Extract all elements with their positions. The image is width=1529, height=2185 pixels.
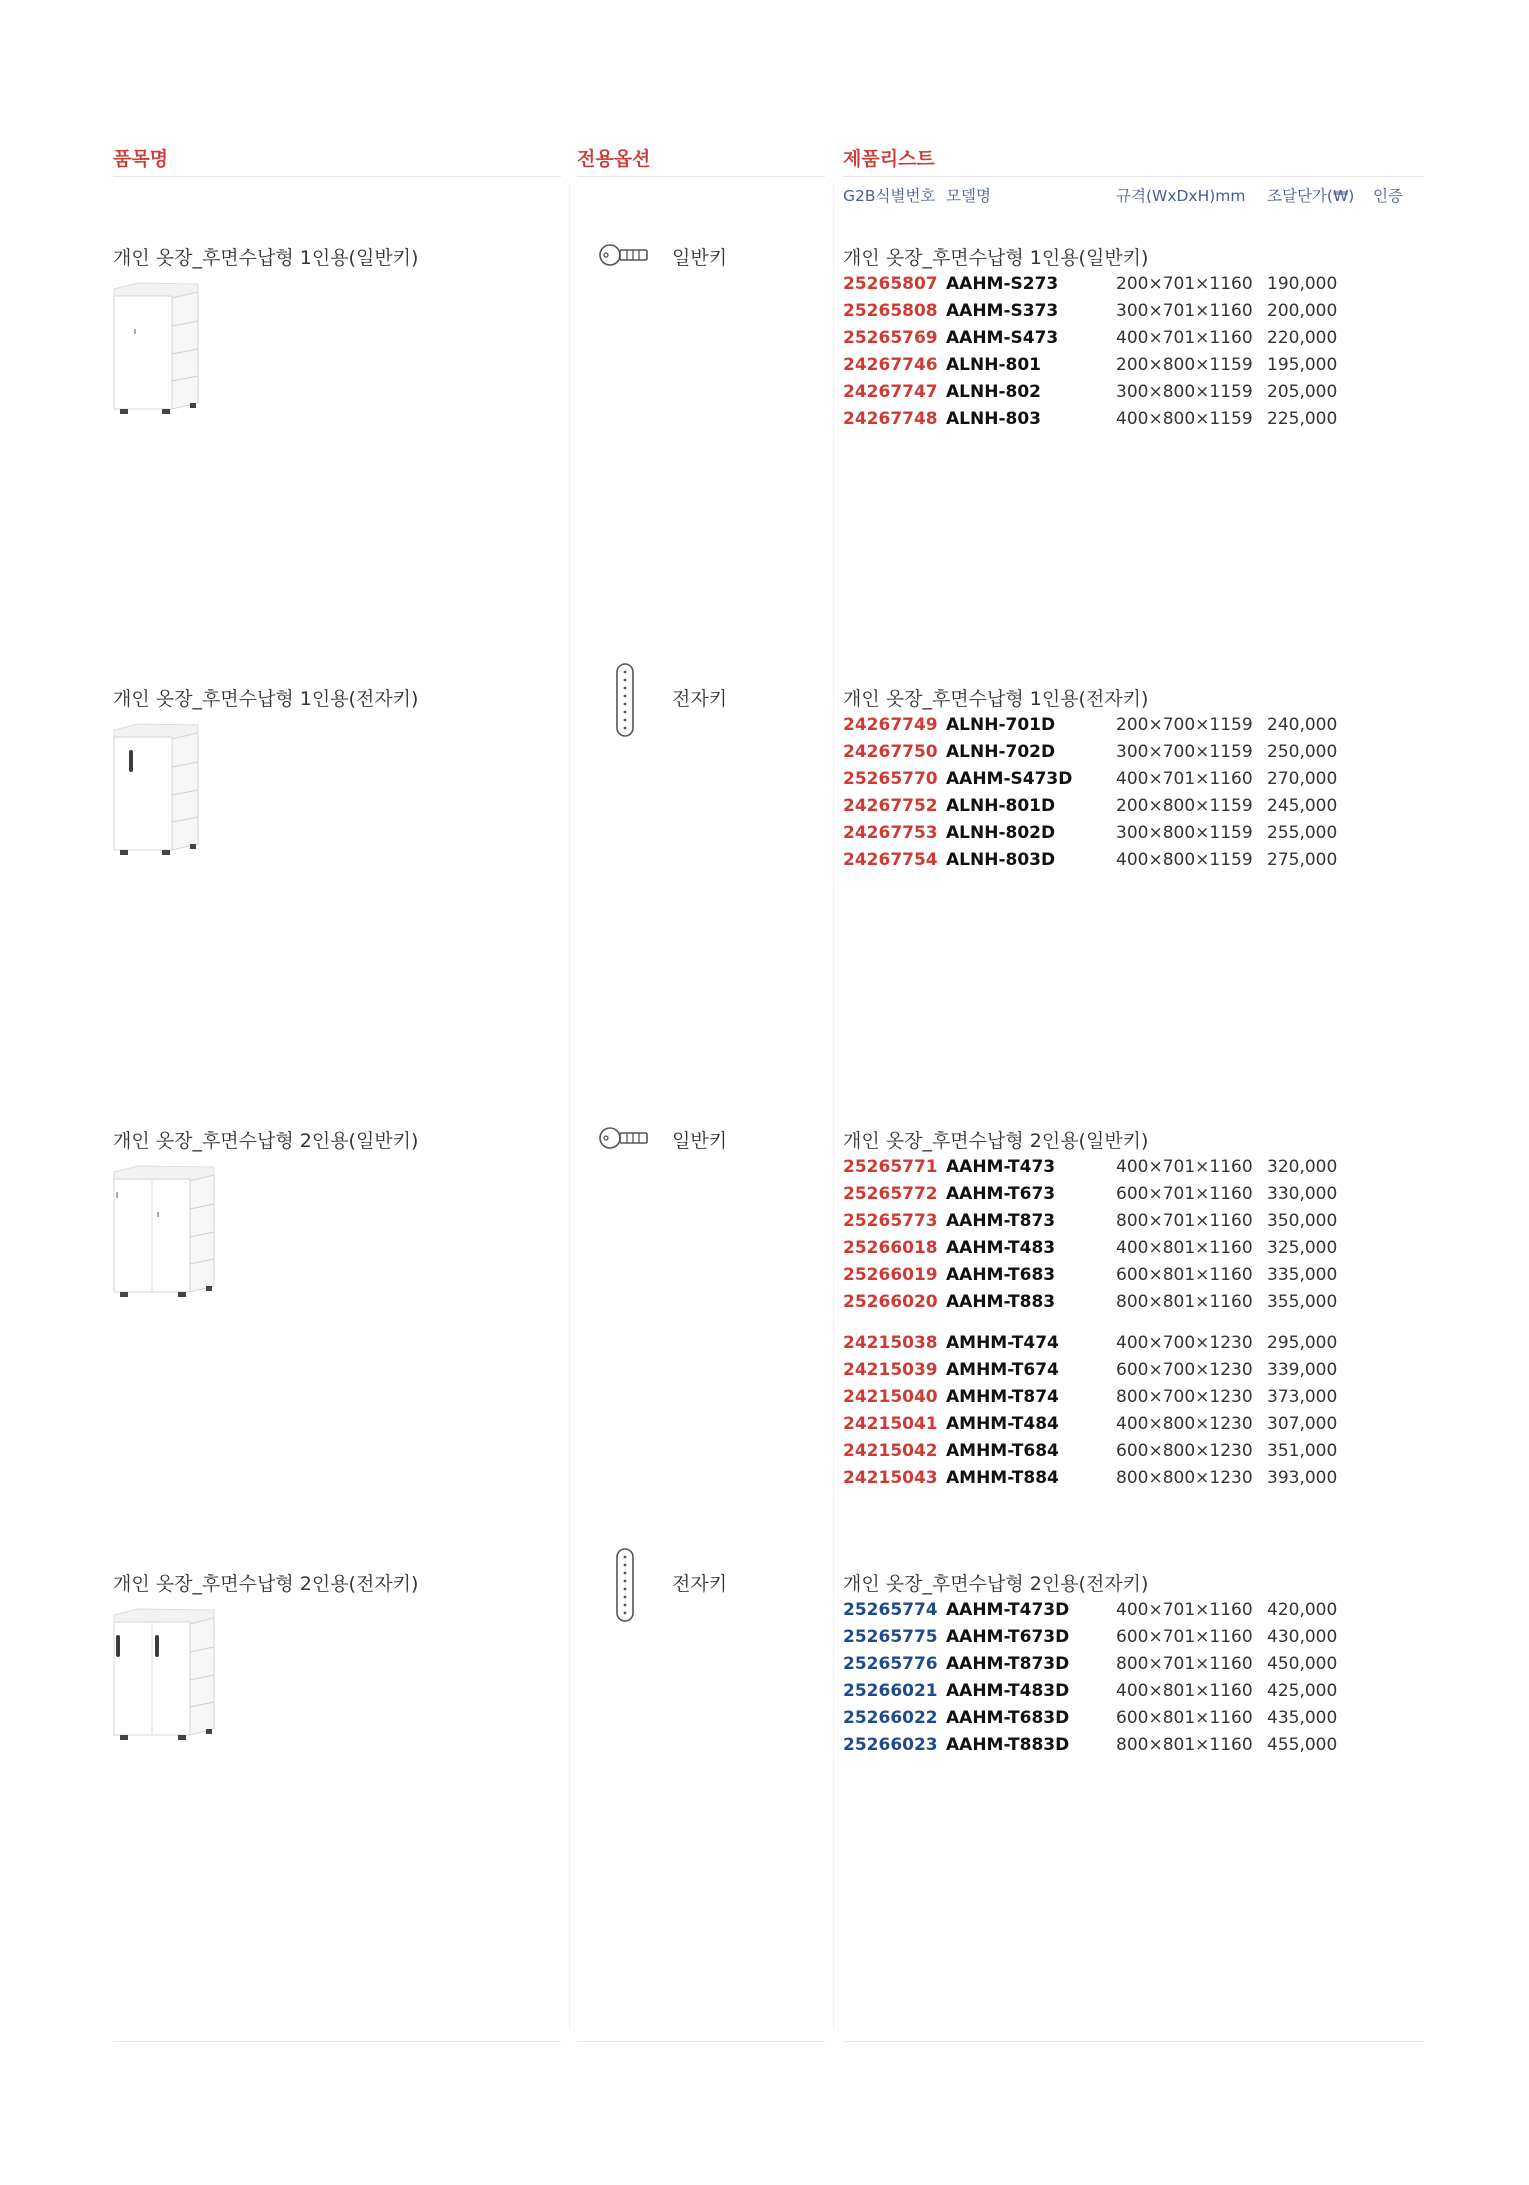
product-list-title: 개인 옷장_후면수납형 2인용(일반키) [843,1130,1149,1152]
colhead-cert: 인증 [1373,187,1403,205]
model-cell: ALNH-702D [946,742,1056,762]
product-list-title: 개인 옷장_후면수납형 1인용(일반키) [843,247,1149,269]
price-cell: 205,000 [1267,382,1338,402]
g2b-id-cell: 25266019 [843,1265,938,1285]
g2b-id-cell: 25265772 [843,1184,938,1204]
model-cell: AMHM-T474 [946,1333,1059,1353]
spec-cell: 300×701×1160 [1116,301,1253,321]
g2b-id-cell: 24215041 [843,1414,938,1434]
g2b-id-cell: 25265771 [843,1157,938,1177]
g2b-id-cell: 24267748 [843,409,938,429]
header-divider [577,176,825,177]
model-cell: AAHM-T673D [946,1627,1070,1647]
model-cell: AAHM-T473D [946,1600,1070,1620]
spec-cell: 600×801×1160 [1116,1708,1253,1728]
g2b-id-cell: 24267752 [843,796,938,816]
electronic-lock-icon [614,1547,636,1623]
spec-cell: 600×800×1230 [1116,1441,1253,1461]
price-cell: 339,000 [1267,1360,1338,1380]
price-cell: 455,000 [1267,1735,1338,1755]
colhead-spec: 규격(WxDxH)mm [1116,187,1246,205]
footer-divider [113,2041,561,2042]
key-icon [597,243,653,267]
key-icon [597,1126,653,1150]
colhead-g2b-id: G2B식별번호 [843,187,936,205]
colhead-model: 모델명 [946,187,991,205]
item-title: 개인 옷장_후면수납형 2인용(일반키) [113,1130,419,1152]
price-cell: 350,000 [1267,1211,1338,1231]
price-cell: 255,000 [1267,823,1338,843]
price-cell: 335,000 [1267,1265,1338,1285]
spec-cell: 200×800×1159 [1116,355,1253,375]
spec-cell: 400×800×1159 [1116,409,1253,429]
g2b-id-cell: 24267753 [843,823,938,843]
spec-cell: 800×801×1160 [1116,1292,1253,1312]
spec-cell: 400×701×1160 [1116,328,1253,348]
option-label: 전자키 [672,1573,728,1595]
spec-cell: 400×800×1159 [1116,850,1253,870]
g2b-id-cell: 25265773 [843,1211,938,1231]
model-cell: ALNH-802 [946,382,1041,402]
electronic-lock-icon [614,662,636,738]
spec-cell: 800×800×1230 [1116,1468,1253,1488]
item-title: 개인 옷장_후면수납형 1인용(전자키) [113,688,419,710]
option-label: 일반키 [672,1130,728,1152]
spec-cell: 400×700×1230 [1116,1333,1253,1353]
model-cell: ALNH-803 [946,409,1041,429]
g2b-id-cell: 25265770 [843,769,938,789]
g2b-id-cell: 25266023 [843,1735,938,1755]
spec-cell: 800×701×1160 [1116,1211,1253,1231]
price-cell: 240,000 [1267,715,1338,735]
spec-cell: 200×701×1160 [1116,274,1253,294]
cabinet-thumbnail [112,722,202,862]
model-cell: ALNH-701D [946,715,1056,735]
model-cell: AAHM-T883D [946,1735,1070,1755]
cabinet-thumbnail [112,1607,217,1747]
price-cell: 250,000 [1267,742,1338,762]
g2b-id-cell: 25265774 [843,1600,938,1620]
price-cell: 430,000 [1267,1627,1338,1647]
header-divider [843,176,1424,177]
spec-cell: 300×700×1159 [1116,742,1253,762]
spec-cell: 800×700×1230 [1116,1387,1253,1407]
price-cell: 420,000 [1267,1600,1338,1620]
column-divider [569,185,570,2030]
g2b-id-cell: 24267750 [843,742,938,762]
g2b-id-cell: 25266020 [843,1292,938,1312]
model-cell: AAHM-T483D [946,1681,1070,1701]
spec-cell: 800×801×1160 [1116,1735,1253,1755]
g2b-id-cell: 25265776 [843,1654,938,1674]
spec-cell: 400×801×1160 [1116,1681,1253,1701]
price-cell: 355,000 [1267,1292,1338,1312]
model-cell: AAHM-S473D [946,769,1073,789]
spec-cell: 400×801×1160 [1116,1238,1253,1258]
spec-cell: 300×800×1159 [1116,382,1253,402]
option-label: 일반키 [672,247,728,269]
product-list-title: 개인 옷장_후면수납형 2인용(전자키) [843,1573,1149,1595]
price-cell: 195,000 [1267,355,1338,375]
g2b-id-cell: 24267754 [843,850,938,870]
spec-cell: 800×701×1160 [1116,1654,1253,1674]
spec-cell: 400×800×1230 [1116,1414,1253,1434]
price-cell: 393,000 [1267,1468,1338,1488]
price-cell: 270,000 [1267,769,1338,789]
model-cell: AAHM-S473 [946,328,1059,348]
colhead-price: 조달단가(₩) [1267,187,1355,205]
spec-cell: 400×701×1160 [1116,1157,1253,1177]
price-cell: 325,000 [1267,1238,1338,1258]
price-cell: 435,000 [1267,1708,1338,1728]
price-cell: 330,000 [1267,1184,1338,1204]
g2b-id-cell: 25265769 [843,328,938,348]
cabinet-thumbnail [112,281,202,421]
g2b-id-cell: 25266021 [843,1681,938,1701]
price-cell: 351,000 [1267,1441,1338,1461]
price-cell: 245,000 [1267,796,1338,816]
g2b-id-cell: 24267746 [843,355,938,375]
g2b-id-cell: 24215038 [843,1333,938,1353]
cabinet-thumbnail [112,1164,217,1304]
spec-cell: 600×701×1160 [1116,1627,1253,1647]
model-cell: ALNH-803D [946,850,1056,870]
column-divider [833,185,834,2030]
header-divider [113,176,561,177]
model-cell: ALNH-801 [946,355,1041,375]
g2b-id-cell: 25266022 [843,1708,938,1728]
model-cell: AAHM-T683D [946,1708,1070,1728]
g2b-id-cell: 24215043 [843,1468,938,1488]
model-cell: AMHM-T874 [946,1387,1059,1407]
spec-cell: 600×801×1160 [1116,1265,1253,1285]
price-cell: 225,000 [1267,409,1338,429]
g2b-id-cell: 25265775 [843,1627,938,1647]
price-cell: 450,000 [1267,1654,1338,1674]
footer-divider [843,2041,1424,2042]
spec-cell: 300×800×1159 [1116,823,1253,843]
model-cell: AAHM-T873 [946,1211,1056,1231]
spec-cell: 200×800×1159 [1116,796,1253,816]
model-cell: AAHM-T883 [946,1292,1056,1312]
price-cell: 373,000 [1267,1387,1338,1407]
model-cell: AMHM-T674 [946,1360,1059,1380]
spec-cell: 400×701×1160 [1116,769,1253,789]
model-cell: ALNH-801D [946,796,1056,816]
model-cell: AAHM-S373 [946,301,1059,321]
price-cell: 190,000 [1267,274,1338,294]
item-title: 개인 옷장_후면수납형 1인용(일반키) [113,247,419,269]
g2b-id-cell: 25265808 [843,301,938,321]
model-cell: ALNH-802D [946,823,1056,843]
g2b-id-cell: 24267747 [843,382,938,402]
price-cell: 200,000 [1267,301,1338,321]
header-option: 전용옵션 [577,148,651,170]
price-cell: 307,000 [1267,1414,1338,1434]
header-product-list: 제품리스트 [843,148,935,170]
g2b-id-cell: 24267749 [843,715,938,735]
g2b-id-cell: 25266018 [843,1238,938,1258]
option-label: 전자키 [672,688,728,710]
price-cell: 295,000 [1267,1333,1338,1353]
spec-cell: 200×700×1159 [1116,715,1253,735]
header-item-name: 품목명 [113,148,169,170]
price-cell: 275,000 [1267,850,1338,870]
model-cell: AMHM-T684 [946,1441,1059,1461]
price-cell: 320,000 [1267,1157,1338,1177]
model-cell: AAHM-T483 [946,1238,1056,1258]
g2b-id-cell: 25265807 [843,274,938,294]
model-cell: AAHM-S273 [946,274,1059,294]
item-title: 개인 옷장_후면수납형 2인용(전자키) [113,1573,419,1595]
spec-cell: 600×701×1160 [1116,1184,1253,1204]
g2b-id-cell: 24215042 [843,1441,938,1461]
price-cell: 220,000 [1267,328,1338,348]
footer-divider [577,2041,825,2042]
model-cell: AMHM-T484 [946,1414,1059,1434]
g2b-id-cell: 24215040 [843,1387,938,1407]
g2b-id-cell: 24215039 [843,1360,938,1380]
spec-cell: 400×701×1160 [1116,1600,1253,1620]
model-cell: AAHM-T473 [946,1157,1056,1177]
model-cell: AMHM-T884 [946,1468,1059,1488]
price-cell: 425,000 [1267,1681,1338,1701]
model-cell: AAHM-T683 [946,1265,1056,1285]
spec-cell: 600×700×1230 [1116,1360,1253,1380]
model-cell: AAHM-T673 [946,1184,1056,1204]
product-list-title: 개인 옷장_후면수납형 1인용(전자키) [843,688,1149,710]
model-cell: AAHM-T873D [946,1654,1070,1674]
